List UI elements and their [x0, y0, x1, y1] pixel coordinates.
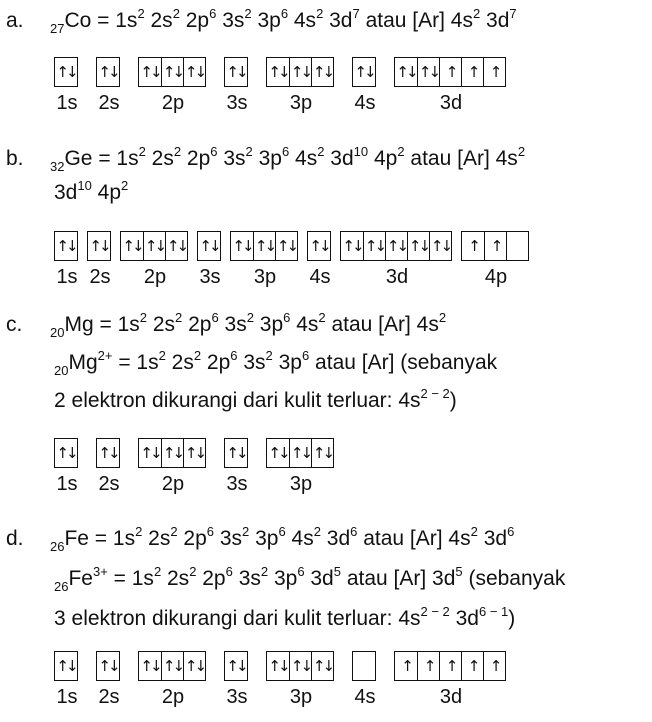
orbital-box: ↑ [484, 232, 506, 260]
orbital-box: ↑↓ [226, 63, 246, 81]
formula-text: 4p [91, 181, 122, 204]
formula-text: ) [508, 607, 516, 630]
formula-text: 3d [480, 9, 510, 32]
superscript: 5 [333, 564, 341, 579]
orbital-box: ↑↓ [56, 444, 76, 462]
item-marker: c. [6, 313, 23, 336]
formula-text: atau [Ar] 4s [404, 147, 518, 170]
orbital-box: ↑ [439, 58, 461, 86]
orbital-box: ↑↓ [122, 237, 142, 255]
formula-text: 2 elektron dikurangi dari kulit terluar: 4s [54, 389, 421, 412]
superscript: 6 [507, 524, 515, 539]
orbital-box: ↑↓ [311, 58, 333, 86]
orbital-box: ↑ [417, 652, 439, 680]
orbital-box [506, 232, 528, 260]
superscript: 2 [170, 524, 178, 539]
formula-text: 3s [214, 527, 243, 550]
formula-text: 4s [290, 313, 319, 336]
orbital-group-3p [230, 231, 298, 261]
subshell-label: 2s [98, 473, 120, 495]
configuration-line [50, 526, 514, 554]
orbital-box: ↑↓ [161, 439, 183, 467]
atomic-number-subscript: 20 [54, 363, 69, 378]
formula-text: 3p [251, 9, 281, 32]
subshell-label: 3s [226, 92, 248, 114]
formula-text: 3s [232, 567, 261, 590]
orbital-group-3p [266, 438, 334, 468]
formula-text: 3d [449, 607, 479, 630]
superscript: 10 [353, 144, 369, 159]
superscript: 2 [158, 348, 166, 363]
atomic-number-subscript: 26 [54, 579, 69, 594]
orbital-group-3d [394, 651, 506, 681]
orbital-box: ↑↓ [429, 232, 451, 260]
orbital-box: ↑↓ [199, 237, 219, 255]
formula-text: 3s [217, 147, 246, 170]
superscript: 6 [209, 6, 217, 21]
orbital-box: ↑↓ [232, 237, 252, 255]
subshell-label: 3d [439, 92, 463, 114]
orbital-box: ↑↓ [140, 657, 160, 675]
superscript: 2 [137, 6, 145, 21]
orbital-box: ↑↓ [268, 444, 288, 462]
orbital-box: ↑↓ [56, 63, 76, 81]
orbital-box: ↑↓ [289, 58, 311, 86]
formula-text: 3p [272, 351, 302, 374]
formula-text: 3d [323, 9, 353, 32]
orbital-box: ↑↓ [309, 237, 329, 255]
superscript: 2 [245, 144, 253, 159]
superscript: 6 [301, 348, 310, 363]
superscript: 7 [352, 6, 360, 21]
subshell-label: 3d [385, 266, 409, 288]
superscript: 2+ [97, 348, 113, 363]
configuration-line [54, 606, 515, 634]
superscript: 2 [517, 144, 526, 159]
atomic-number-subscript: 26 [50, 539, 65, 554]
orbital-box: ↑↓ [226, 444, 246, 462]
subshell-label: 3s [226, 473, 248, 495]
orbital-box: ↑ [483, 58, 505, 86]
orbital-box [353, 652, 375, 680]
orbital-group-2p [138, 651, 206, 681]
orbital-group-3s [224, 438, 248, 468]
superscript: 2 [397, 144, 405, 159]
orbital-box: ↑↓ [268, 657, 288, 675]
superscript: 2 [318, 310, 326, 325]
formula-text: 3d [304, 567, 334, 590]
formula-text: 3p [249, 527, 279, 550]
formula-text: (sebanyak [462, 567, 566, 590]
configuration-line [54, 388, 457, 416]
subshell-label: 4s [354, 92, 376, 114]
orbital-group-4s [307, 231, 331, 261]
orbital-box: ↑↓ [89, 237, 109, 255]
formula-text: 2p [196, 567, 226, 590]
orbital-box: ↑↓ [268, 63, 288, 81]
orbital-box: ↑↓ [56, 237, 76, 255]
formula-text: atau [Ar] (sebanyak [309, 351, 498, 374]
formula-text: 3 elektron dikurangi dari kulit terluar: 4s [54, 607, 421, 630]
orbital-box: ↑↓ [143, 232, 165, 260]
orbital-box: ↑↓ [183, 652, 205, 680]
formula-text: 2s [142, 527, 171, 550]
subshell-label: 4p [484, 266, 508, 288]
orbital-group-3d [394, 57, 506, 87]
formula-text: ) [449, 389, 457, 412]
orbital-group-1s [54, 438, 78, 468]
formula-text: atau [Ar] 4s [325, 313, 439, 336]
orbital-group-1s [54, 57, 78, 87]
orbital-box: ↑↓ [363, 232, 385, 260]
subshell-label: 4s [354, 686, 376, 708]
orbital-group-3d [340, 231, 452, 261]
superscript: 2 [265, 348, 273, 363]
configuration-line [50, 146, 525, 174]
subshell-label: 1s [56, 686, 78, 708]
superscript: 6 [210, 144, 218, 159]
subshell-label: 1s [56, 473, 78, 495]
formula-text: 4s [289, 147, 318, 170]
orbital-box: ↑↓ [289, 652, 311, 680]
superscript: 6 [280, 6, 289, 21]
superscript: 2 − 2 [420, 604, 450, 619]
subshell-label: 2p [143, 266, 167, 288]
orbital-group-2s [96, 651, 120, 681]
orbital-group-4s [352, 651, 376, 681]
superscript: 2 [189, 564, 197, 579]
orbital-group-3s [224, 651, 248, 681]
item-marker: d. [6, 527, 24, 550]
subshell-label: 1s [56, 266, 78, 288]
superscript: 2 [139, 310, 147, 325]
superscript: 2 [193, 348, 202, 363]
orbital-box: ↑↓ [417, 58, 439, 86]
orbital-box: ↑ [401, 657, 411, 675]
formula-text: 4s [285, 527, 314, 550]
orbital-group-2p [138, 438, 206, 468]
superscript: 2 [472, 6, 481, 21]
orbital-box: ↑↓ [140, 444, 160, 462]
formula-text: 3d [320, 527, 351, 550]
subshell-label: 2p [161, 473, 185, 495]
subshell-label: 1s [56, 92, 78, 114]
formula-text: 4s [288, 9, 317, 32]
formula-text: 3d [477, 527, 508, 550]
formula-text: 2s [165, 351, 194, 374]
configuration-line [54, 350, 497, 378]
superscript: 2 [313, 524, 321, 539]
superscript: 2 [175, 310, 183, 325]
orbital-box: ↑↓ [98, 63, 118, 81]
superscript: 2 [135, 524, 143, 539]
superscript: 2 [153, 564, 162, 579]
superscript: 6 [283, 310, 291, 325]
formula-text: 2s [161, 567, 190, 590]
orbital-box: ↑↓ [161, 58, 183, 86]
superscript: 6 [350, 524, 358, 539]
configuration-line [54, 566, 565, 594]
orbital-box: ↑↓ [275, 232, 297, 260]
orbital-box: ↑ [461, 58, 483, 86]
superscript: 2 [260, 564, 269, 579]
superscript: 3+ [92, 564, 108, 579]
subshell-label: 3p [253, 266, 277, 288]
orbital-box: ↑↓ [311, 439, 333, 467]
formula-text: 3d [54, 181, 78, 204]
subshell-label: 3s [226, 686, 248, 708]
orbital-box: ↑↓ [165, 232, 187, 260]
formula-text: 2s [144, 9, 173, 32]
formula-text: 2s [147, 313, 176, 336]
orbital-group-3p [266, 57, 334, 87]
formula-text: 2p [179, 9, 210, 32]
orbital-box: ↑↓ [311, 652, 333, 680]
formula-text: 2s [145, 147, 174, 170]
superscript: 2 [317, 144, 325, 159]
superscript: 2 [242, 524, 250, 539]
configuration-line [50, 312, 446, 340]
orbital-box: ↑↓ [253, 232, 275, 260]
formula-text: 3p [253, 313, 284, 336]
configuration-line [54, 180, 128, 208]
superscript: 10 [77, 178, 92, 193]
superscript: 2 − 2 [420, 386, 450, 401]
superscript: 5 [455, 564, 463, 579]
superscript: 6 [230, 348, 238, 363]
orbital-box: ↑↓ [98, 444, 118, 462]
formula-text: atau [Ar] 3d [340, 567, 456, 590]
superscript: 6 [297, 564, 305, 579]
formula-text: Co = 1s [64, 9, 138, 32]
subshell-label: 3s [199, 266, 221, 288]
orbital-group-4s [352, 57, 376, 87]
orbital-box: ↑ [483, 652, 505, 680]
subshell-label: 3p [289, 686, 313, 708]
superscript: 6 − 1 [479, 604, 509, 619]
orbital-group-2s [87, 231, 111, 261]
subshell-label: 3p [289, 473, 313, 495]
superscript: 6 [278, 524, 286, 539]
superscript: 6 [206, 524, 215, 539]
formula-text: 2p [182, 313, 212, 336]
orbital-group-1s [54, 651, 78, 681]
configuration-line [50, 8, 517, 36]
subshell-label: 2s [89, 266, 111, 288]
formula-text: 2p [181, 147, 211, 170]
orbital-box: ↑↓ [161, 652, 183, 680]
superscript: 2 [121, 178, 129, 193]
orbital-box: ↑ [461, 652, 483, 680]
superscript: 6 [281, 144, 290, 159]
item-marker: b. [6, 147, 24, 170]
orbital-box: ↑↓ [342, 237, 362, 255]
orbital-group-2p [120, 231, 188, 261]
orbital-box: ↑↓ [183, 439, 205, 467]
formula-text: Mg = 1s [64, 313, 140, 336]
superscript: 6 [225, 564, 233, 579]
orbital-box: ↑↓ [396, 63, 416, 81]
orbital-box: ↑ [439, 652, 461, 680]
orbital-box: ↑↓ [56, 657, 76, 675]
orbital-group-3p [266, 651, 334, 681]
formula-text: atau [Ar] 4s [359, 9, 473, 32]
formula-text: 3s [237, 351, 266, 374]
formula-text: Fe [68, 567, 93, 590]
superscript: 2 [470, 524, 478, 539]
formula-text: 3p [252, 147, 282, 170]
orbital-group-2p [138, 57, 206, 87]
orbital-box: ↑↓ [183, 58, 205, 86]
orbital-group-3s [197, 231, 221, 261]
orbital-box: ↑↓ [140, 63, 160, 81]
superscript: 2 [438, 310, 447, 325]
superscript: 6 [211, 310, 219, 325]
orbital-box: ↑↓ [98, 657, 118, 675]
formula-text: = 1s [112, 351, 159, 374]
superscript: 2 [246, 310, 254, 325]
subshell-label: 2p [161, 92, 185, 114]
formula-text: 3p [268, 567, 298, 590]
item-marker: a. [6, 9, 24, 32]
orbital-box: ↑↓ [226, 657, 246, 675]
orbital-box: ↑ [468, 237, 478, 255]
atomic-number-subscript: 20 [50, 325, 65, 340]
orbital-group-4p [461, 231, 529, 261]
formula-text: 3s [216, 9, 245, 32]
formula-text: 4p [368, 147, 398, 170]
superscript: 2 [244, 6, 252, 21]
formula-text: = 1s [107, 567, 154, 590]
superscript: 2 [172, 6, 180, 21]
formula-text: Mg [68, 351, 98, 374]
formula-text: 3d [324, 147, 354, 170]
orbital-box: ↑↓ [354, 63, 374, 81]
orbital-box: ↑↓ [385, 232, 407, 260]
orbital-group-2s [96, 438, 120, 468]
formula-text: atau [Ar] 4s [357, 527, 471, 550]
superscript: 2 [138, 144, 146, 159]
subshell-label: 3d [439, 686, 463, 708]
subshell-label: 2s [98, 686, 120, 708]
orbital-group-3s [224, 57, 248, 87]
formula-text: 2p [201, 351, 231, 374]
orbital-group-1s [54, 231, 78, 261]
superscript: 2 [316, 6, 324, 21]
orbital-box: ↑↓ [289, 439, 311, 467]
formula-text: Fe = 1s [64, 527, 136, 550]
atomic-number-subscript: 27 [50, 21, 65, 36]
superscript: 2 [173, 144, 182, 159]
orbital-box: ↑↓ [407, 232, 429, 260]
subshell-label: 2p [161, 686, 185, 708]
formula-text: 2p [177, 527, 207, 550]
subshell-label: 2s [98, 92, 120, 114]
subshell-label: 4s [309, 266, 331, 288]
formula-text: 3s [218, 313, 247, 336]
formula-text: Ge = 1s [64, 147, 139, 170]
orbital-group-2s [96, 57, 120, 87]
superscript: 7 [509, 6, 517, 21]
subshell-label: 3p [289, 92, 313, 114]
atomic-number-subscript: 32 [50, 159, 65, 174]
